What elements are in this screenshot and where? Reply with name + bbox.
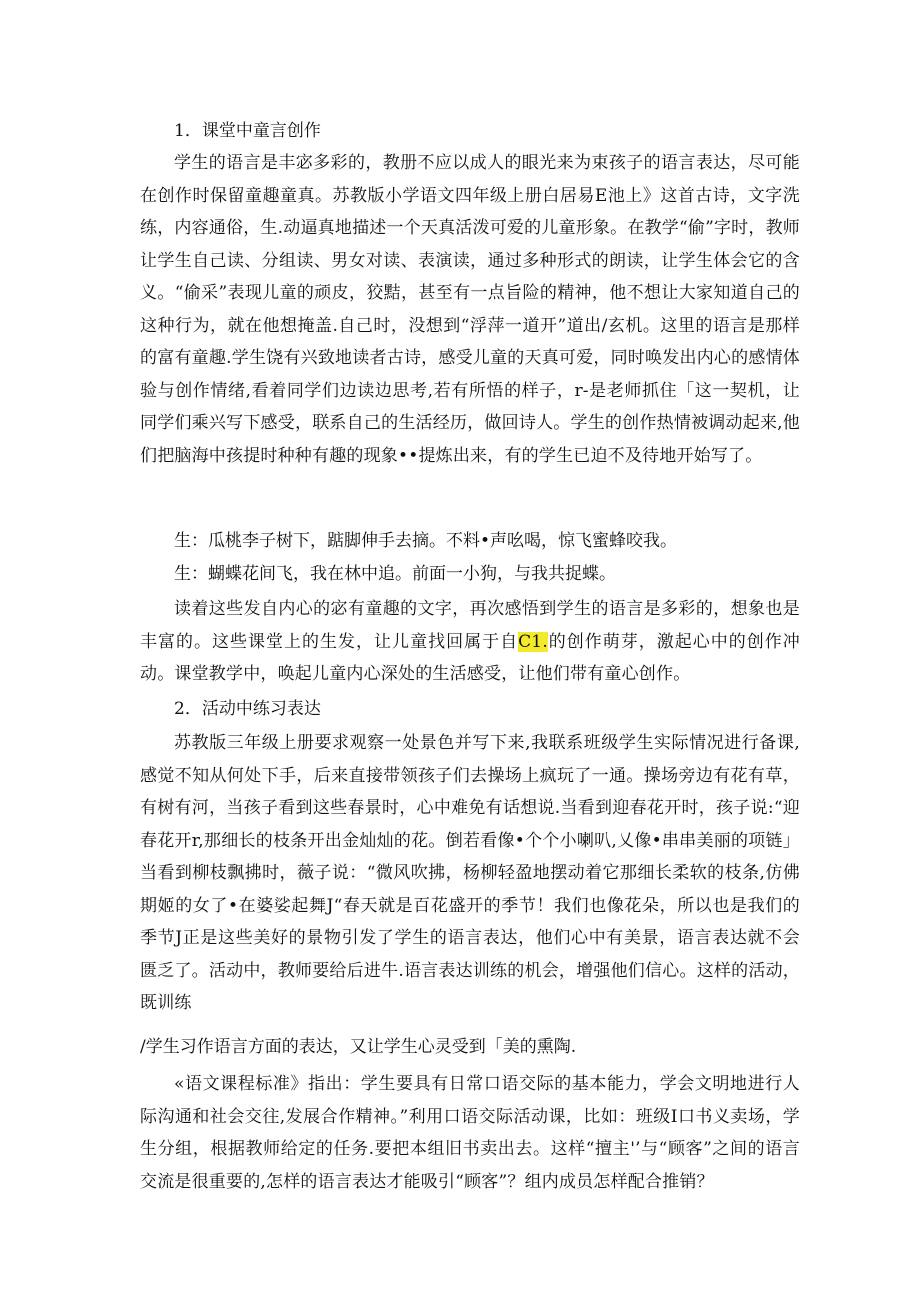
paragraph-2-text-before: 读着这些发自内心的宓有童趣的文字，再次感悟到学生的语言是多彩的，想象也是丰富的。这些课堂上的生发，让儿童找回属于自 bbox=[140, 599, 800, 652]
paragraph-2-text-after: 的创作萌芽，激起心中的创作冲动。课堂教学中，唤起儿童内心深处的生活感受，让他们带有童心创作。 bbox=[140, 631, 800, 684]
section-1-paragraph-2 bbox=[140, 593, 800, 691]
section-2-paragraph-1: 苏教版三年级上册要求观察一处景色并写下来,我联系班级学生实际情况进行备课,感觉不知从何处下手，后来直接带领孩子们去操场上疯玩了一通。操场旁边有花有草，有树有河，当孩子看到这些春景时，心中难免有话想说.当看到迎春花开时，孩子说:“迎春花开r,那细长的枝条开出金灿灿的花。倒若看像•个个小喇叭,乂像•串串美丽的项链」当看到柳枝飘拂时，薇子说：“微风吹拂，杨柳轻盈地摆动着它那细长柔软的枝条,仿佛期姬的女了•在婆娑起舞J“春天就是百花盛开的季节！我们也像花朵，所以也是我们的季节J正是这些美好的景物引发了学生的语言表达，他们心中有美景，语言表达就不会匮乏了。活动中，教师要给后进牛.语言表达训练的机会，增强他们信心。这样的活动，既训练 bbox=[140, 733, 800, 1013]
highlighted-text: C1. bbox=[518, 631, 548, 652]
student-poem-2: 生：蝴蝶花间飞，我在林中追。前面一小狗，与我共捉蝶。 bbox=[174, 564, 616, 584]
student-poem-1: 生：瓜桃李子树下，踮脚伸手去摘。不料•声吆喝，惊飞蜜蜂咬我。 bbox=[174, 531, 678, 551]
section-2-heading: 2．活动中练习表达 bbox=[174, 699, 321, 719]
section-2-paragraph-1-tail: /学生习作语言方面的表达，又让学生心灵受到「美的熏陶. bbox=[140, 1037, 577, 1057]
section-1-paragraph-1: 学生的语言是丰宓多彩的，教册不应以成人的眼光来为束孩子的语言表达，尽可能在创作时保留童趣童真。苏教版小学语文四年级上册白居易E池上》这首古诗，文字洗练，内容通俗，生.动逼真地描述一个天真活泼可爱的儿童形象。在教学“偷”字时，教师让学生自己读、分组读、男女对读、表演读，通过多种形式的朗读，让学生体会它的含义。“偷采”表现儿童的顽皮，狡黠，甚至有一点旨险的精神，他不想让大家知道自己的这种行为，就在他想掩盖.自己时，没想到“浮萍一道开”道出/玄机。这里的语言是那样的富有童趣.学生饶有兴致地读者古诗，感受儿童的天真可爱，同时唤发出内心的感情体验与创作情绪,看着同学们边读边思考,若有所悟的样子，r-是老师抓住「这一契机，让同学们乘兴写下感受，联系自己的生活经历，做回诗人。学生的创作热情被调动起来,他们把脑海中孩提时种种有趣的现象••提炼出来，有的学生已迫不及待地开始写了。 bbox=[140, 153, 800, 466]
section-1-heading: 1．课堂中童言创作 bbox=[174, 121, 321, 141]
section-2-paragraph-2: «语文课程标准》指出：学生要具有日常口语交际的基本能力，学会文明地进行人际沟通和社会交往,发展合作精神。”利用口语交际活动课，比如：班级I口书义卖场，学生分组，根据教师给定的任务.要把本组旧书卖出去。这样“擅主'’与“顾客”之间的语言交流是很重要的,怎样的语言表达才能吸引“顾客”？组内成员怎样配合推销？ bbox=[140, 1074, 800, 1192]
